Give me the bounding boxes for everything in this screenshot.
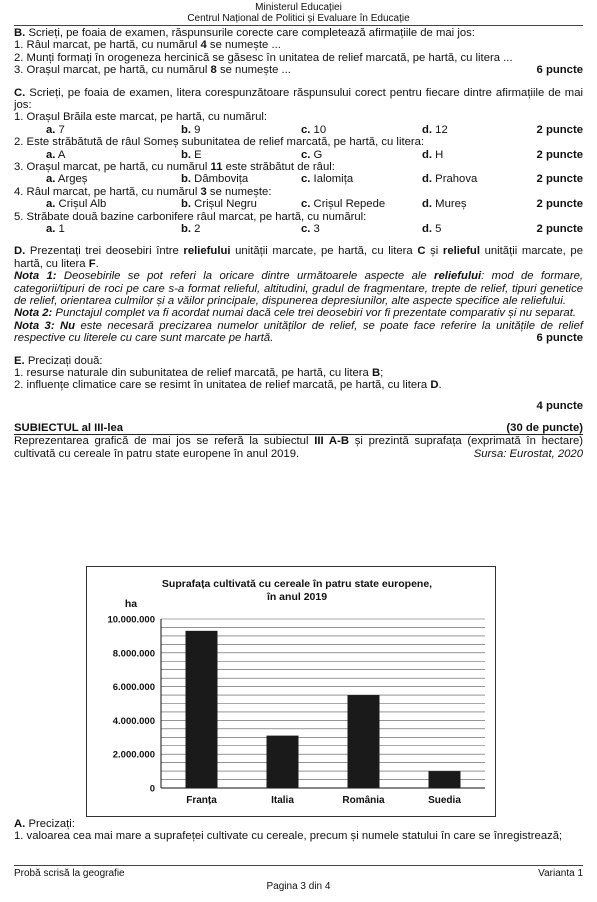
section-e-points: 4 puncte	[536, 399, 583, 412]
question-text: 1. Orașul Brăila este marcat, pe hartă, cu numărul:	[14, 111, 268, 124]
item-number: 8	[210, 64, 217, 77]
question-3	[14, 161, 583, 173]
section-b-intro	[14, 27, 583, 39]
spacer	[14, 235, 583, 245]
item-number: 4	[200, 39, 207, 52]
question-text: se numește:	[206, 185, 272, 198]
chart-y-axis-label: ha	[124, 598, 138, 610]
option-a: a. 7	[46, 123, 65, 136]
cereal-area-chart	[86, 566, 496, 817]
part-a	[14, 818, 583, 843]
section-c	[14, 87, 583, 236]
page-header	[0, 2, 597, 24]
question-points: 2 puncte	[536, 148, 583, 161]
question-2-options	[14, 149, 583, 161]
option-a: a. 1	[46, 223, 65, 236]
footer-variant: Varianta 1	[538, 868, 583, 879]
subject-3-points: (30 de puncte)	[506, 421, 583, 434]
spacer	[14, 345, 583, 355]
section-c-intro	[14, 87, 583, 112]
section-e-label: E.	[14, 354, 25, 367]
y-tick-label: 8.000.000	[112, 648, 155, 660]
option-a: a. Crișul Alb	[46, 198, 107, 211]
option-d: d. 12	[422, 123, 448, 136]
option-c: c. Ialomița	[301, 173, 354, 186]
section-b-item-3	[14, 64, 583, 76]
part-a-label: A.	[14, 818, 26, 830]
item-text: se numește ...	[216, 64, 291, 77]
question-4	[14, 186, 583, 198]
subject-3-heading	[14, 422, 583, 435]
y-tick-label: 4.000.000	[112, 715, 155, 727]
question-number: 11	[210, 161, 223, 174]
item-text: 1. Râul marcat, pe hartă, cu numărul	[14, 39, 201, 52]
footer-page-number: Pagina 3 din 4	[266, 881, 331, 892]
chart-subtitle: în anul 2019	[266, 591, 328, 603]
question-number: 3	[200, 185, 207, 198]
section-d	[14, 245, 583, 344]
bar-românia	[348, 695, 380, 788]
bar-italia	[267, 736, 299, 788]
header-divider	[14, 25, 583, 26]
y-tick-label: 6.000.000	[112, 682, 155, 694]
question-text: 5. Străbate două bazine carbonifere râul marcat, pe hartă, cu numărul:	[14, 210, 367, 223]
option-b: b. Dâmbovița	[181, 173, 249, 186]
part-a-intro: A. Precizați:	[14, 818, 75, 830]
question-points: 2 puncte	[536, 173, 583, 186]
question-4-options	[14, 198, 583, 210]
y-tick-label: 0	[149, 783, 155, 795]
item-text: se numește ...	[206, 39, 281, 52]
option-b: b. Crișul Negru	[181, 198, 257, 211]
subject-3-title: SUBIECTUL al III-lea	[14, 421, 124, 434]
chart-bars	[186, 631, 461, 788]
section-e	[14, 355, 583, 416]
section-e-points-row	[14, 392, 583, 416]
footer-exam-name: Probă scrisă la geografie	[14, 868, 125, 879]
subject-3-intro: Reprezentarea grafică de mai jos se referă la subiectul III A-B și prezintă suprafața (exprimată în hectare) cultivată cu cereale în patru state europene în anul 2019.	[14, 435, 584, 460]
item-text: 2. Munți formați în orogeneza hercinică se găsesc în unitatea de relief marcată, pe hartă, cu litera ...	[14, 51, 513, 64]
question-text: 2. Este străbătută de râul Someș subunitatea de relief marcată, pe hartă, cu litera:	[14, 136, 425, 149]
question-1	[14, 111, 583, 123]
section-d-label: D.	[14, 245, 26, 258]
question-2	[14, 136, 583, 148]
section-b-item-2	[14, 52, 583, 64]
bar-franța	[186, 631, 218, 788]
question-5-options	[14, 223, 583, 235]
section-c-intro-text: Scrieți, pe foaia de examen, litera corespunzătoare răspunsului corect pentru fiecare dintre afirmațiile de mai jos:	[14, 86, 583, 112]
bar-suedia	[429, 771, 461, 788]
section-c-label: C.	[14, 86, 26, 99]
option-a: a. Argeș	[46, 173, 88, 186]
section-e-item-1: 1. resurse naturale din subunitatea de relief marcată, pe hartă, cu litera B;	[14, 367, 384, 380]
option-c: c. Crișul Repede	[301, 198, 386, 211]
option-b: b. 9	[181, 123, 201, 136]
question-text: 3. Orașul marcat, pe hartă, cu numărul	[14, 161, 211, 174]
option-d: d. H	[422, 148, 444, 161]
center-name: Centrul Național de Politici și Evaluare în Educație	[187, 13, 410, 24]
part-a-item-1: 1. valoarea cea mai mare a suprafeței cultivate cu cereale, precum și numele statului în care se înregistrează;	[14, 830, 563, 843]
section-e-intro: E. Precizați două:	[14, 354, 103, 367]
option-b: b. 2	[181, 223, 201, 236]
option-d: d. Prahova	[422, 173, 478, 186]
y-tick-label: 10.000.000	[107, 614, 155, 626]
section-d-points: 6 puncte	[531, 332, 583, 344]
option-a: a. A	[46, 148, 66, 161]
section-d-task: D. Prezentați trei deosebiri între reliefului unității marcate, pe hartă, cu litera C și relieful unității marcate, pe hartă, cu litera F.	[14, 245, 583, 270]
note-3: Nota 3: Nu este necesară precizarea numelor unităților de relief, se poate face referire la unitățile de relief respective cu literele cu care sunt marcate pe hartă.	[14, 319, 583, 345]
section-b-label: B.	[14, 27, 26, 39]
question-points: 2 puncte	[536, 198, 583, 211]
chart-y-ticks	[107, 615, 155, 795]
y-tick-label: 2.000.000	[112, 749, 155, 761]
question-text: 4. Râul marcat, pe hartă, cu numărul	[14, 185, 201, 198]
source-note: Sursa: Eurostat, 2020	[468, 448, 583, 460]
note-2: Nota 2: Punctajul complet va fi acordat numai dacă cele trei deosebiri vor fi prezentate comparativ și nu separat.	[14, 307, 576, 320]
option-d: d. Mureș	[422, 198, 467, 211]
option-c: c. 3	[301, 223, 320, 236]
question-points: 2 puncte	[536, 123, 583, 136]
section-b-points: 6 puncte	[536, 64, 583, 77]
section-b-intro-text: Scrieți, pe foaia de examen, răspunsurile corecte care completează afirmațiile de mai jos:	[25, 27, 475, 39]
question-1-options	[14, 124, 583, 136]
chart-svg	[87, 567, 495, 816]
chart-title: Suprafața cultivată cu cereale în patru state europene,	[161, 578, 433, 590]
x-tick-label: Suedia	[428, 795, 461, 806]
question-text: este străbătut de râul:	[222, 161, 335, 174]
section-b	[14, 27, 583, 77]
section-e-item-2: 2. influențe climatice care se resimt în unitatea de relief marcată, pe hartă, cu litera D.	[14, 379, 442, 392]
ministry-name: Ministerul Educației	[255, 2, 342, 13]
question-5	[14, 211, 583, 223]
x-tick-label: România	[342, 795, 385, 806]
note-1: Nota 1: Deosebirile se pot referi la oricare dintre următoarele aspecte ale reliefului: mod de formare, categorii/tipuri de roci pe care s-a format relieful, altitudini, gradul de fragmentare, trepte de relief, tipuri genetice de relief, orientarea culmilor și a văilor principale, dispunerea depresiunilor, alte aspecte specifice ale reliefului.	[14, 270, 584, 308]
x-tick-label: Franța	[186, 795, 217, 806]
item-text: 3. Orașul marcat, pe hartă, cu numărul	[14, 64, 211, 77]
question-points: 2 puncte	[536, 223, 583, 236]
option-b: b. E	[181, 148, 202, 161]
section-b-item-1	[14, 39, 583, 51]
option-c: c. G	[301, 148, 323, 161]
option-d: d. 5	[422, 223, 442, 236]
x-tick-label: Italia	[271, 795, 294, 806]
spacer	[14, 77, 583, 87]
footer-divider	[14, 865, 583, 866]
question-3-options	[14, 173, 583, 185]
option-c: c. 10	[301, 123, 327, 136]
exam-content	[14, 27, 583, 460]
chart-x-ticks	[186, 795, 461, 806]
